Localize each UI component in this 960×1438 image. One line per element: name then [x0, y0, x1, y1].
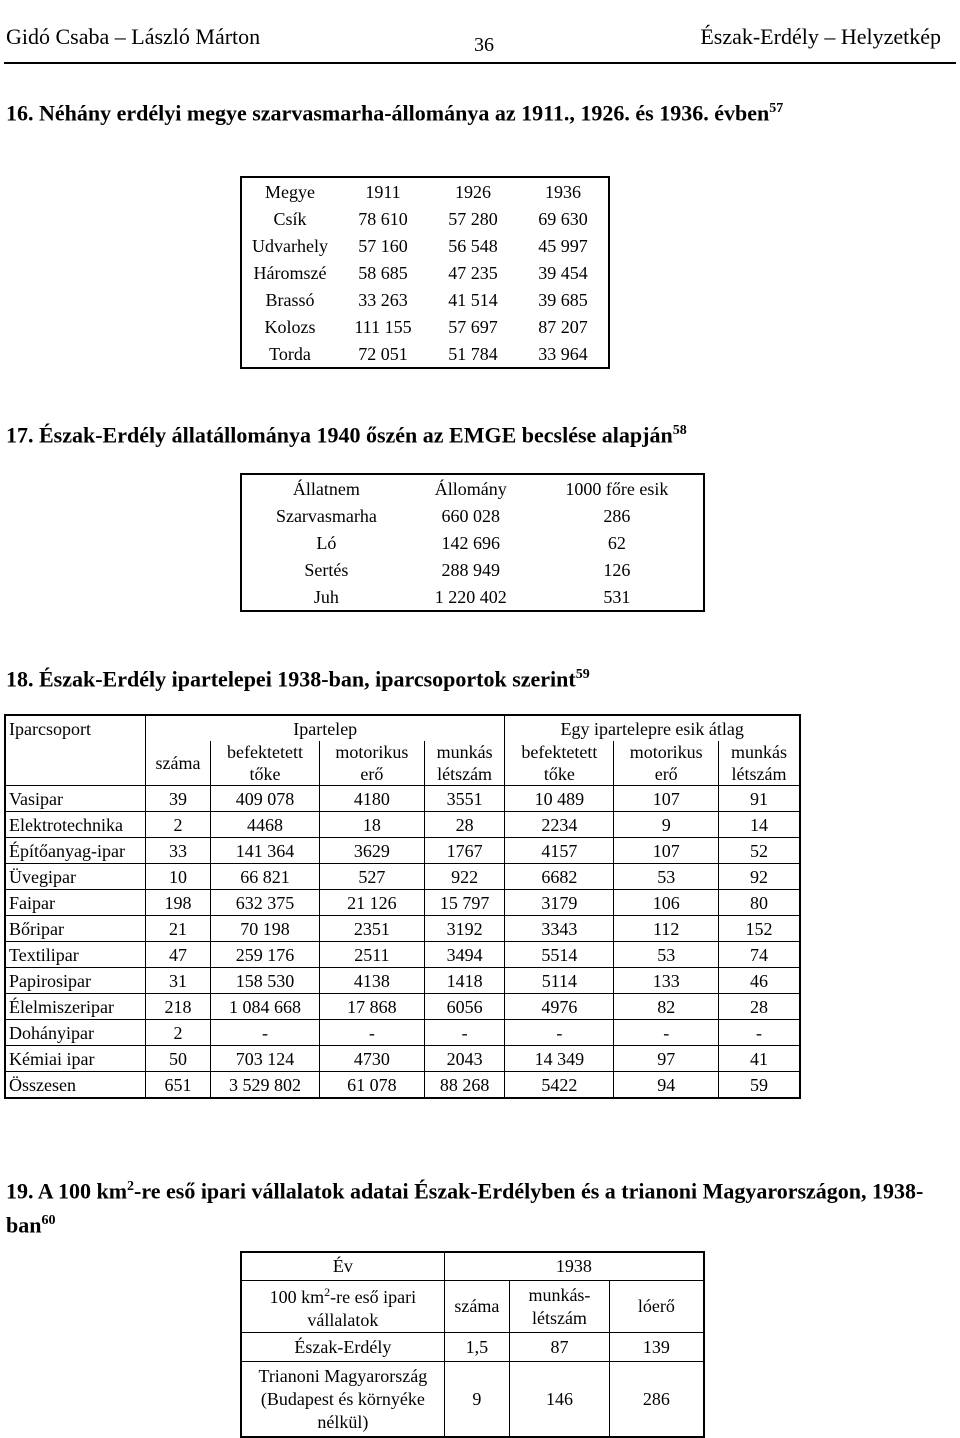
table18-cell: 107: [614, 786, 719, 812]
table18-cell: 33: [146, 838, 211, 864]
label-part-a: 100 km: [269, 1287, 325, 1307]
table18-cell: 31: [146, 968, 211, 994]
table17-footnote: 58: [672, 423, 687, 438]
header-szama: száma: [146, 741, 211, 786]
table16-cell: Torda: [269, 343, 311, 364]
table17-row: [241, 583, 704, 611]
header-mot-line1: motorikus: [335, 742, 409, 762]
table18-cell: 5514: [505, 942, 614, 968]
table18-cell: Faipar: [5, 890, 146, 916]
table18-cell: 2: [146, 812, 211, 838]
table18-cell: -: [320, 1020, 425, 1046]
table16-cell: 45 997: [538, 235, 588, 256]
table18-cell: 28: [719, 994, 800, 1020]
page-header: [6, 14, 954, 58]
table18-cell: 6682: [505, 864, 614, 890]
table18-cell: 91: [719, 786, 800, 812]
table16-cell: 56 548: [448, 235, 498, 256]
table17: [240, 473, 705, 612]
table18-cell: 2234: [505, 812, 614, 838]
table16-cell: 41 514: [448, 289, 498, 310]
header-munk-line2: létszám: [437, 764, 493, 784]
table18-cell: 3629: [320, 838, 425, 864]
header-atlag-motorikus-ero: [614, 741, 719, 786]
table18-cell: 14 349: [505, 1046, 614, 1072]
table18-cell: 218: [146, 994, 211, 1020]
table16-row: [241, 205, 609, 232]
table19-footnote: 60: [41, 1213, 56, 1229]
header-title: Észak-Erdély – Helyzetkép: [700, 24, 941, 49]
table18-cell: 133: [614, 968, 719, 994]
table18-cell: 18: [320, 812, 425, 838]
table16-cell: 33 964: [538, 343, 588, 364]
row2-szama: 9: [444, 1362, 509, 1438]
table17-cell: 531: [603, 586, 631, 607]
header-abeft-line1: befektetett: [521, 742, 598, 762]
table18-row: [5, 916, 800, 942]
table18-cell: 4976: [505, 994, 614, 1020]
table18-row: [5, 1020, 800, 1046]
header-atlag: Egy ipartelepre esik átlag: [505, 715, 800, 741]
table18-cell: 61 078: [320, 1072, 425, 1099]
table16-cell: 111 155: [354, 316, 412, 337]
header-atlag-munkas-letszam: [719, 741, 800, 786]
table18-cell: 922: [424, 864, 505, 890]
table17-cell: 62: [607, 532, 626, 553]
table17-cell: Szarvasmarha: [275, 505, 377, 526]
table17-row: [241, 529, 704, 556]
header-amunk-line1: munkás: [731, 742, 788, 762]
table17-cell: 1 220 402: [434, 586, 507, 607]
table18-cell: 4157: [505, 838, 614, 864]
table18-cell: 3 529 802: [211, 1072, 320, 1099]
header-amot-line1: motorikus: [629, 742, 703, 762]
table19-caption-b: -re eső ipari vállalatok adatai Észak-Erdélyben és a trianoni Magyarországon, 1938-ban: [6, 1178, 924, 1238]
table18-row: [5, 786, 800, 812]
table18-cell: 112: [614, 916, 719, 942]
table18-cell: 6056: [424, 994, 505, 1020]
table18-cell: Kémiai ipar: [5, 1046, 146, 1072]
table16-row: [241, 259, 609, 286]
table17-header-cell: 1000 főre esik: [565, 478, 669, 499]
table18-row: [5, 1046, 800, 1072]
table18-row: [5, 864, 800, 890]
page-number: 36: [474, 34, 494, 56]
header-mot-line2: erő: [360, 764, 384, 784]
row1-munkas: 87: [510, 1333, 610, 1362]
table19-row-headers: [241, 1281, 704, 1333]
table18-cell: 66 821: [211, 864, 320, 890]
table18-caption: [6, 660, 590, 694]
table17-cell: Ló: [316, 532, 337, 553]
table18-cell: 3343: [505, 916, 614, 942]
table18-caption-text: 18. Észak-Erdély ipartelepei 1938-ban, iparcsoportok szerint: [6, 666, 576, 692]
table18-cell: 3551: [424, 786, 505, 812]
table16-caption: [6, 94, 786, 128]
table18-row: [5, 812, 800, 838]
table18-cell: 651: [146, 1072, 211, 1099]
header-munk-line1: munkás: [436, 742, 493, 762]
header-amunk-line2: létszám: [731, 764, 787, 784]
table16: [240, 176, 610, 369]
header-ev: Év: [241, 1252, 444, 1281]
table18-cell: 4468: [211, 812, 320, 838]
header-ipartelep: Ipartelep: [146, 715, 505, 741]
label-sup: 2: [324, 1285, 331, 1299]
table18-cell: 88 268: [424, 1072, 505, 1099]
table16-cell: 58 685: [358, 262, 408, 283]
table18-cell: Papirosipar: [5, 968, 146, 994]
header-amot-line2: erő: [654, 764, 678, 784]
table18-cell: 1418: [424, 968, 505, 994]
table17-header-cell: Állatnem: [292, 478, 360, 499]
table18-cell: 632 375: [211, 890, 320, 916]
table18-row: [5, 838, 800, 864]
table18-cell: -: [719, 1020, 800, 1046]
table18-cell: Bőripar: [5, 916, 146, 942]
row2-munkas: 146: [510, 1362, 610, 1438]
table18-cell: 74: [719, 942, 800, 968]
table18-cell: -: [505, 1020, 614, 1046]
table18-cell: 47: [146, 942, 211, 968]
header-loero: lóerő: [609, 1281, 704, 1333]
table18-cell: 70 198: [211, 916, 320, 942]
table18-cell: 15 797: [424, 890, 505, 916]
table17-row: [241, 502, 704, 529]
table16-footnote: 57: [769, 101, 784, 116]
table16-cell: 33 263: [358, 289, 408, 310]
table18-cell: Vasipar: [5, 786, 146, 812]
table16-cell: 57 697: [448, 316, 498, 337]
table18-cell: 106: [614, 890, 719, 916]
table18-cell: 2511: [320, 942, 425, 968]
table18-cell: 152: [719, 916, 800, 942]
table18-row: [5, 994, 800, 1020]
table16-caption-text: 16. Néhány erdélyi megye szarvasmarha-állománya az 1911., 1926. és 1936. évben: [6, 100, 770, 126]
table18-cell: Dohányipar: [5, 1020, 146, 1046]
table18-cell: 198: [146, 890, 211, 916]
table16-cell: Kolozs: [264, 316, 316, 337]
table16-cell: Csík: [273, 208, 307, 229]
table18-footnote: 59: [575, 667, 590, 682]
table16-cell: 57 280: [448, 208, 498, 229]
table19-caption-a: 19. A 100 km: [6, 1178, 128, 1204]
table16-row: [241, 232, 609, 259]
table18-cell: 9: [614, 812, 719, 838]
table18-cell: 28: [424, 812, 505, 838]
table18-cell: 158 530: [211, 968, 320, 994]
table18-cell: 3179: [505, 890, 614, 916]
table16-row: [241, 286, 609, 313]
table18-cell: 52: [719, 838, 800, 864]
table18-cell: -: [424, 1020, 505, 1046]
table16-cell: Udvarhely: [252, 235, 328, 256]
table16-cell: 51 784: [448, 343, 498, 364]
header-befektetett-toke: [211, 741, 320, 786]
table18-cell: Üvegipar: [5, 864, 146, 890]
table19-caption: [6, 1172, 936, 1241]
table18-cell: 141 364: [211, 838, 320, 864]
table16-header-cell: 1911: [365, 181, 401, 202]
table17-cell: 288 949: [441, 559, 501, 580]
table18-cell: 80: [719, 890, 800, 916]
row1-loero: 139: [609, 1333, 704, 1362]
table16-cell: 39 685: [538, 289, 588, 310]
table16-cell: 87 207: [538, 316, 588, 337]
table18-cell: 1 084 668: [211, 994, 320, 1020]
table18-header-row-1: [5, 715, 800, 741]
table18-cell: 10: [146, 864, 211, 890]
table18-cell: 53: [614, 942, 719, 968]
table19-caption-sup: 2: [127, 1179, 135, 1194]
table18-cell: 5422: [505, 1072, 614, 1099]
table18-cell: 4180: [320, 786, 425, 812]
table18-cell: 46: [719, 968, 800, 994]
header-atlag-befektetett-toke: [505, 741, 614, 786]
table18-cell: 4138: [320, 968, 425, 994]
table16-row: [241, 313, 609, 340]
table18-cell: 4730: [320, 1046, 425, 1072]
table17-cell: 660 028: [441, 505, 501, 526]
row1-label: Észak-Erdély: [241, 1333, 444, 1362]
table18-cell: Textilipar: [5, 942, 146, 968]
table18-cell: 41: [719, 1046, 800, 1072]
header-szama: száma: [444, 1281, 509, 1333]
table18-cell: 1767: [424, 838, 505, 864]
header-munkaslétszam: munkás-létszám: [510, 1281, 610, 1333]
table18-cell: 2043: [424, 1046, 505, 1072]
header-100km-label: [241, 1281, 444, 1333]
table18-cell: -: [211, 1020, 320, 1046]
table17-header-cell: Állomány: [434, 478, 507, 499]
table18-cell: 703 124: [211, 1046, 320, 1072]
header-1938: 1938: [444, 1252, 704, 1281]
row2-label: Trianoni Magyarország (Budapest és környéke nélkül): [241, 1362, 444, 1438]
table16-cell: 69 630: [538, 208, 588, 229]
table18-cell: 2: [146, 1020, 211, 1046]
table18-cell: 107: [614, 838, 719, 864]
table18-cell: 3192: [424, 916, 505, 942]
table16-cell: 72 051: [358, 343, 408, 364]
table16-cell: 47 235: [448, 262, 498, 283]
table18: [4, 714, 801, 1099]
table18-cell: 97: [614, 1046, 719, 1072]
table18-cell: 527: [320, 864, 425, 890]
table18-cell: 14: [719, 812, 800, 838]
table18-row: [5, 942, 800, 968]
table16-cell: 39 454: [538, 262, 588, 283]
table18-cell: 5114: [505, 968, 614, 994]
table18-cell: 21 126: [320, 890, 425, 916]
table18-cell: 17 868: [320, 994, 425, 1020]
header-iparcsoport: Iparcsoport: [5, 715, 146, 786]
table18-cell: Építőanyag-ipar: [5, 838, 146, 864]
table16-row: [241, 340, 609, 368]
table18-cell: 259 176: [211, 942, 320, 968]
header-abeft-line2: tőke: [543, 764, 575, 784]
row1-szama: 1,5: [444, 1333, 509, 1362]
table18-cell: Elektrotechnika: [5, 812, 146, 838]
table18-row: [5, 1072, 800, 1099]
table18-cell: 82: [614, 994, 719, 1020]
table16-cell: Háromszé: [253, 262, 327, 283]
table17-cell: 142 696: [441, 532, 501, 553]
header-rule: [4, 62, 956, 64]
table18-cell: 2351: [320, 916, 425, 942]
table17-cell: 126: [603, 559, 631, 580]
table18-cell: Élelmiszeripar: [5, 994, 146, 1020]
table19: [240, 1251, 705, 1438]
label-part-b: -re eső ipari vállalatok: [307, 1287, 417, 1330]
table16-cell: 78 610: [358, 208, 408, 229]
table17-caption: [6, 416, 687, 450]
table19-row-trianoni: [241, 1362, 704, 1438]
table16-cell: Brassó: [265, 289, 315, 310]
table17-row: [241, 556, 704, 583]
table16-cell: 57 160: [358, 235, 408, 256]
header-beft-line2: tőke: [249, 764, 281, 784]
table17-header-row: [241, 474, 704, 502]
table18-cell: -: [614, 1020, 719, 1046]
table17-cell: Juh: [313, 586, 339, 607]
table16-header-cell: Megye: [265, 181, 315, 202]
table18-row: [5, 968, 800, 994]
table18-cell: Összesen: [5, 1072, 146, 1099]
header-authors: Gidó Csaba – László Márton: [6, 24, 261, 49]
table19-row-eszak-erdely: [241, 1333, 704, 1362]
header-beft-line1: befektetett: [227, 742, 304, 762]
table18-cell: 94: [614, 1072, 719, 1099]
table17-cell: Sertés: [304, 559, 349, 580]
table17-caption-text: 17. Észak-Erdély állatállománya 1940 őszén az EMGE becslése alapján: [6, 422, 673, 448]
table16-header-cell: 1936: [545, 181, 581, 202]
row2-loero: 286: [609, 1362, 704, 1438]
table19-row-ev: [241, 1252, 704, 1281]
table18-cell: 21: [146, 916, 211, 942]
table18-cell: 50: [146, 1046, 211, 1072]
header-munkas-letszam: [424, 741, 505, 786]
table16-header-row: [241, 177, 609, 205]
table16-header-cell: 1926: [455, 181, 491, 202]
table18-cell: 3494: [424, 942, 505, 968]
table18-cell: 59: [719, 1072, 800, 1099]
table18-cell: 92: [719, 864, 800, 890]
table18-cell: 53: [614, 864, 719, 890]
table18-cell: 10 489: [505, 786, 614, 812]
table18-row: [5, 890, 800, 916]
table18-cell: 409 078: [211, 786, 320, 812]
table17-cell: 286: [603, 505, 631, 526]
table18-cell: 39: [146, 786, 211, 812]
header-motorikus-ero: [320, 741, 425, 786]
